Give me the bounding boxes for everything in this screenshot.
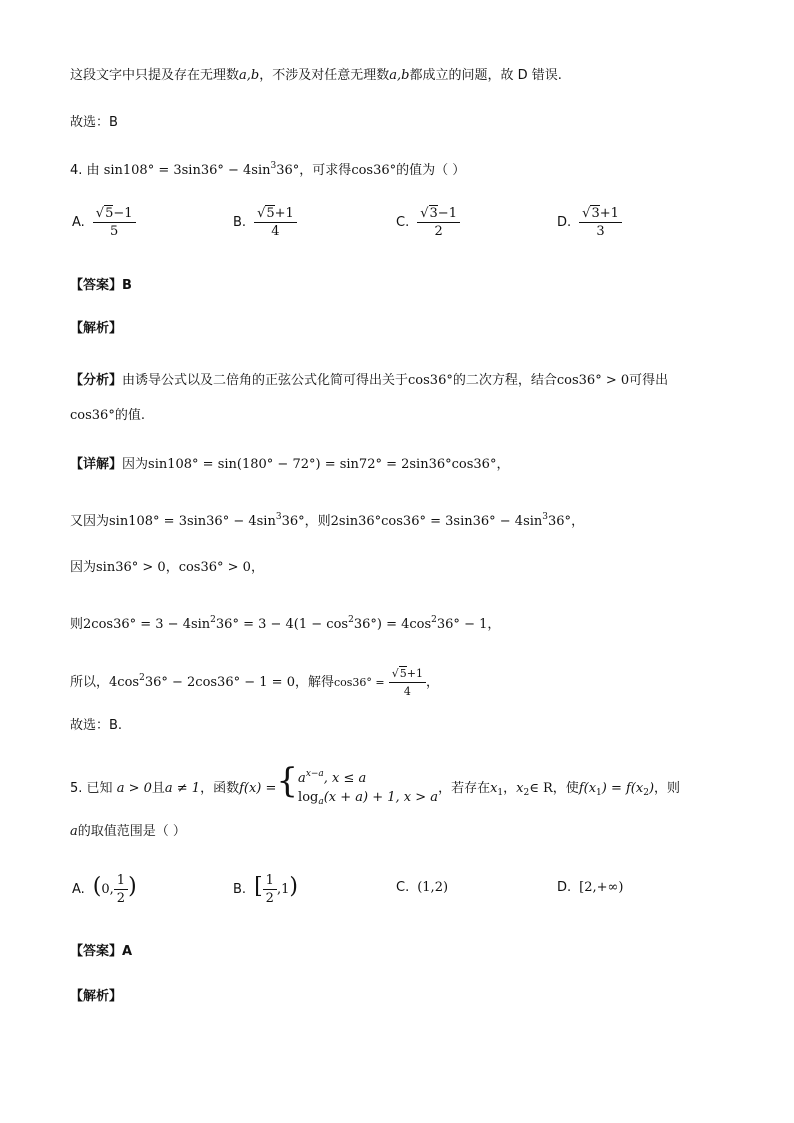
denominator: 2 <box>434 224 443 239</box>
option-label: A. <box>72 882 85 897</box>
radicand: 5 <box>399 667 407 680</box>
detail-line-2 <box>70 508 584 531</box>
radicand: 3 <box>591 206 600 221</box>
math: sin108° = 3sin36° − 4sin <box>103 163 271 178</box>
math: 36° <box>281 514 305 529</box>
question-4-stem <box>70 157 465 180</box>
option-math: (0, $\frac{1}{2}$ ) <box>92 873 137 906</box>
option-label: A. <box>72 215 85 230</box>
option-math: (1,2) <box>417 880 449 895</box>
denominator: 5 <box>110 224 119 239</box>
fraction: $\frac{√5-1}{5}$ <box>93 205 136 240</box>
piecewise <box>298 765 438 812</box>
math: cos36° = <box>333 676 385 689</box>
option-b[interactable] <box>233 872 298 907</box>
section-tag: 【详解】 <box>70 457 123 472</box>
option-a[interactable] <box>72 872 137 907</box>
math: ∈ R <box>529 781 553 796</box>
math-subscript: 2 <box>643 788 649 798</box>
text: ， <box>250 560 264 575</box>
option-label: B. <box>233 215 247 230</box>
math: a,b <box>239 68 260 83</box>
radicand: 3 <box>429 206 438 221</box>
text: 这段文字中只提及存在无理数 <box>70 68 240 83</box>
text: 的值. <box>114 408 145 423</box>
math-exponent: 2 <box>431 615 437 625</box>
text: ，若存在 <box>438 781 491 796</box>
math: cos36° <box>351 163 397 178</box>
math: x <box>490 781 498 796</box>
fraction: $\frac{√5+1}{4}$ <box>389 665 426 700</box>
answer-label: 【答案】B <box>70 278 132 293</box>
option-math: [ $\frac{1}{2}$ ,1) <box>254 873 298 906</box>
option-label: C. <box>396 880 410 895</box>
text: 又因为 <box>70 514 110 529</box>
detail-line-3 <box>70 559 264 577</box>
text: ，解得 <box>294 675 334 690</box>
option-label: D. <box>557 215 572 230</box>
math-exponent: x−a <box>305 769 324 779</box>
option-a[interactable] <box>72 205 136 240</box>
question-5-stem-line-2 <box>70 823 186 841</box>
analysis-line-1 <box>70 372 668 390</box>
option-label: B. <box>233 882 247 897</box>
math-subscript: 1 <box>497 788 504 798</box>
math: 4cos <box>109 675 140 690</box>
text: ，函数 <box>200 781 240 796</box>
option-c[interactable] <box>396 205 460 240</box>
numerator-tail: −1 <box>437 206 457 221</box>
math: 36°) = 4cos <box>353 617 432 632</box>
math: 2sin36°cos36° = 3sin36° − 4sin <box>330 514 543 529</box>
math-subscript: 2 <box>523 788 530 798</box>
math-exponent: 2 <box>210 615 216 625</box>
math: ) = f(x <box>601 781 644 796</box>
math-subscript: a <box>318 797 324 807</box>
math: 36° <box>548 514 572 529</box>
text: 的二次方程，结合 <box>452 373 557 388</box>
fraction: $\frac{√5+1}{4}$ <box>254 205 297 240</box>
text: 因为 <box>122 457 149 472</box>
math-exponent: 3 <box>542 512 549 522</box>
math: a <box>298 771 306 786</box>
option-d[interactable] <box>557 205 622 240</box>
fraction: $\frac{√3-1}{2}$ <box>417 205 460 240</box>
question-number: 5. 已知 <box>70 781 113 796</box>
option-c[interactable] <box>396 880 448 895</box>
numerator-tail: +1 <box>274 206 294 221</box>
math-exponent: 3 <box>275 512 282 522</box>
detail-line-4 <box>70 611 500 634</box>
fraction: $\frac{√3+1}{3}$ <box>579 205 622 240</box>
option-label: D. <box>557 880 572 895</box>
text: ， <box>503 781 517 796</box>
math: a ≠ 1 <box>164 781 201 796</box>
detail-line-5 <box>70 660 439 701</box>
analysis-heading: 【解析】 <box>70 321 123 336</box>
text: ， <box>487 617 501 632</box>
math: sin108° = 3sin36° − 4sin <box>109 514 276 529</box>
text: ，则 <box>304 514 331 529</box>
math: ) <box>648 781 655 796</box>
text-line-conclusion <box>70 67 562 85</box>
denominator: 4 <box>403 685 411 698</box>
option-math: [2,+∞) <box>579 880 624 895</box>
math-exponent: 3 <box>270 161 277 171</box>
radicand: 5 <box>105 206 114 221</box>
math: a,b <box>389 68 410 83</box>
text: 可得出 <box>629 373 669 388</box>
math: log <box>298 790 319 805</box>
math: x <box>516 781 524 796</box>
text: ，则 <box>654 781 681 796</box>
math: 36° − 2cos36° − 1 = 0 <box>144 675 295 690</box>
text: 的值为（ ） <box>396 163 466 178</box>
radicand: 5 <box>266 206 275 221</box>
math: 2cos36° = 3 − 4sin <box>83 617 211 632</box>
math: a > 0 <box>116 781 152 796</box>
detail-line-1 <box>70 456 509 474</box>
text: 所以， <box>70 675 110 690</box>
math: f(x <box>578 781 597 796</box>
math: 36° <box>276 163 300 178</box>
question-number: 4. 由 <box>70 163 100 178</box>
math: cos36° <box>408 373 453 388</box>
math: 36° = 3 − 4(1 − cos <box>215 617 349 632</box>
text: 的取值范围是（ ） <box>77 824 186 839</box>
text: ，可求得 <box>299 163 352 178</box>
section-tag: 【分析】 <box>70 373 123 388</box>
math: , x ≤ a <box>323 771 367 786</box>
math: (x + a) + 1, x > a <box>323 790 439 805</box>
answer-label: 【答案】A <box>70 944 133 959</box>
math: a <box>70 824 78 839</box>
denominator: 4 <box>271 224 280 239</box>
analysis-line-2 <box>70 407 145 425</box>
brace: { <box>276 761 299 801</box>
math: f(x) = <box>239 781 277 796</box>
text: 且 <box>151 781 165 796</box>
option-label: C. <box>396 215 410 230</box>
numerator-tail: −1 <box>113 206 133 221</box>
text: ， <box>496 457 510 472</box>
text: ，使 <box>552 781 579 796</box>
math-exponent: 2 <box>139 673 145 683</box>
numerator-tail: +1 <box>406 667 423 680</box>
option-b[interactable] <box>233 205 297 240</box>
text: 都成立的问题，故 D 错误. <box>409 68 562 83</box>
text: 由诱导公式以及二倍角的正弦公式化简可得出关于 <box>122 373 409 388</box>
choose-line: 故选：B. <box>70 718 123 733</box>
option-d[interactable] <box>557 880 623 895</box>
math: cos36° > 0 <box>178 560 251 575</box>
text: ， <box>165 560 179 575</box>
math-subscript: 1 <box>596 788 602 798</box>
choose-line: 故选：B <box>70 115 118 130</box>
question-5-stem <box>70 761 681 814</box>
text: ，不涉及对任意无理数 <box>259 68 390 83</box>
text: 因为 <box>70 560 97 575</box>
text: ， <box>426 675 440 690</box>
math: sin36° > 0 <box>96 560 166 575</box>
numerator-tail: +1 <box>599 206 619 221</box>
analysis-heading: 【解析】 <box>70 989 123 1004</box>
text: 则 <box>70 617 84 632</box>
math: 36° − 1 <box>436 617 488 632</box>
denominator: 3 <box>596 224 605 239</box>
math-exponent: 2 <box>348 615 354 625</box>
text: ， <box>571 514 585 529</box>
math: sin108° = sin(180° − 72°) = sin72° = 2sin36°cos36° <box>148 457 497 472</box>
math: cos36° > 0 <box>556 373 630 388</box>
math: cos36° <box>70 408 115 423</box>
